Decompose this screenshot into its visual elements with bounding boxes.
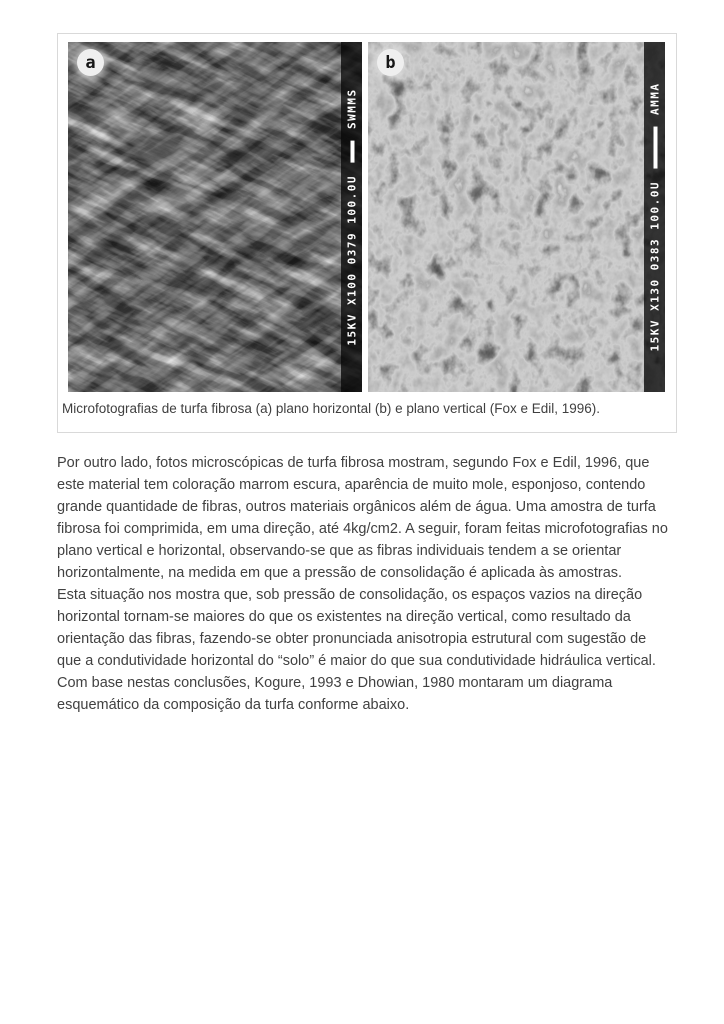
figure-caption: Microfotografias de turfa fibrosa (a) plano horizontal (b) e plano vertical (Fox e Edil, 1996). (62, 401, 601, 416)
figure-micrographs (57, 33, 677, 433)
sem-meta-id-b: AMMA (648, 82, 661, 115)
sem-metadata-text-a (345, 88, 358, 345)
subfigure-label-a: a (77, 49, 104, 76)
article-body (57, 452, 673, 716)
sem-meta-main-b: 15KV X130 0383 100.0U (648, 180, 661, 352)
sem-metadata-strip-a (341, 42, 362, 392)
scale-bar-a (350, 141, 354, 163)
sem-image-b (368, 42, 665, 392)
sem-texture-a (68, 42, 362, 392)
sem-meta-main-a: 15KV X100 0379 100.0U (345, 175, 358, 346)
sem-image-a (68, 42, 362, 392)
paragraph-1: Por outro lado, fotos microscópicas de turfa fibrosa mostram, segundo Fox e Edil, 1996, que este material tem coloração marrom escura, aparência de muito mole, esponjoso, contendo grande quantidade de fibras, outros materiais orgânicos além de água. Uma amostra de turfa fibrosa foi comprimida, em uma direção, até 4kg/cm2. A seguir, foram feitas microfotografias no plano vertical e horizontal, observando-se que as fibras individuais tendem a se orientar horizontalmente, na medida em que a pressão de consolidação é aplicada às amostras. (57, 455, 668, 581)
subfigure-label-b: b (377, 49, 404, 76)
sem-metadata-text-b (648, 82, 661, 351)
scale-bar-b (653, 127, 657, 169)
sem-texture-b (368, 42, 665, 392)
sem-meta-id-a: SWMMS (345, 88, 358, 130)
paragraph-2: Esta situação nos mostra que, sob pressão de consolidação, os espaços vazios na direção horizontal tornam-se maiores do que os existentes na direção vertical, como resultado da orientação das fibras, fazendo-se obter pronunciada anisotropia estrutural com sugestão de que a condutividade horizontal do “solo” é maior do que sua condutividade hidráulica vertical. Com base nestas conclusões, Kogure, 1993 e Dhowian, 1980 montaram um diagrama esquemático da composição da turfa conforme abaixo. (57, 587, 656, 713)
figure-images-row (68, 42, 665, 392)
sem-metadata-strip-b (644, 42, 665, 392)
